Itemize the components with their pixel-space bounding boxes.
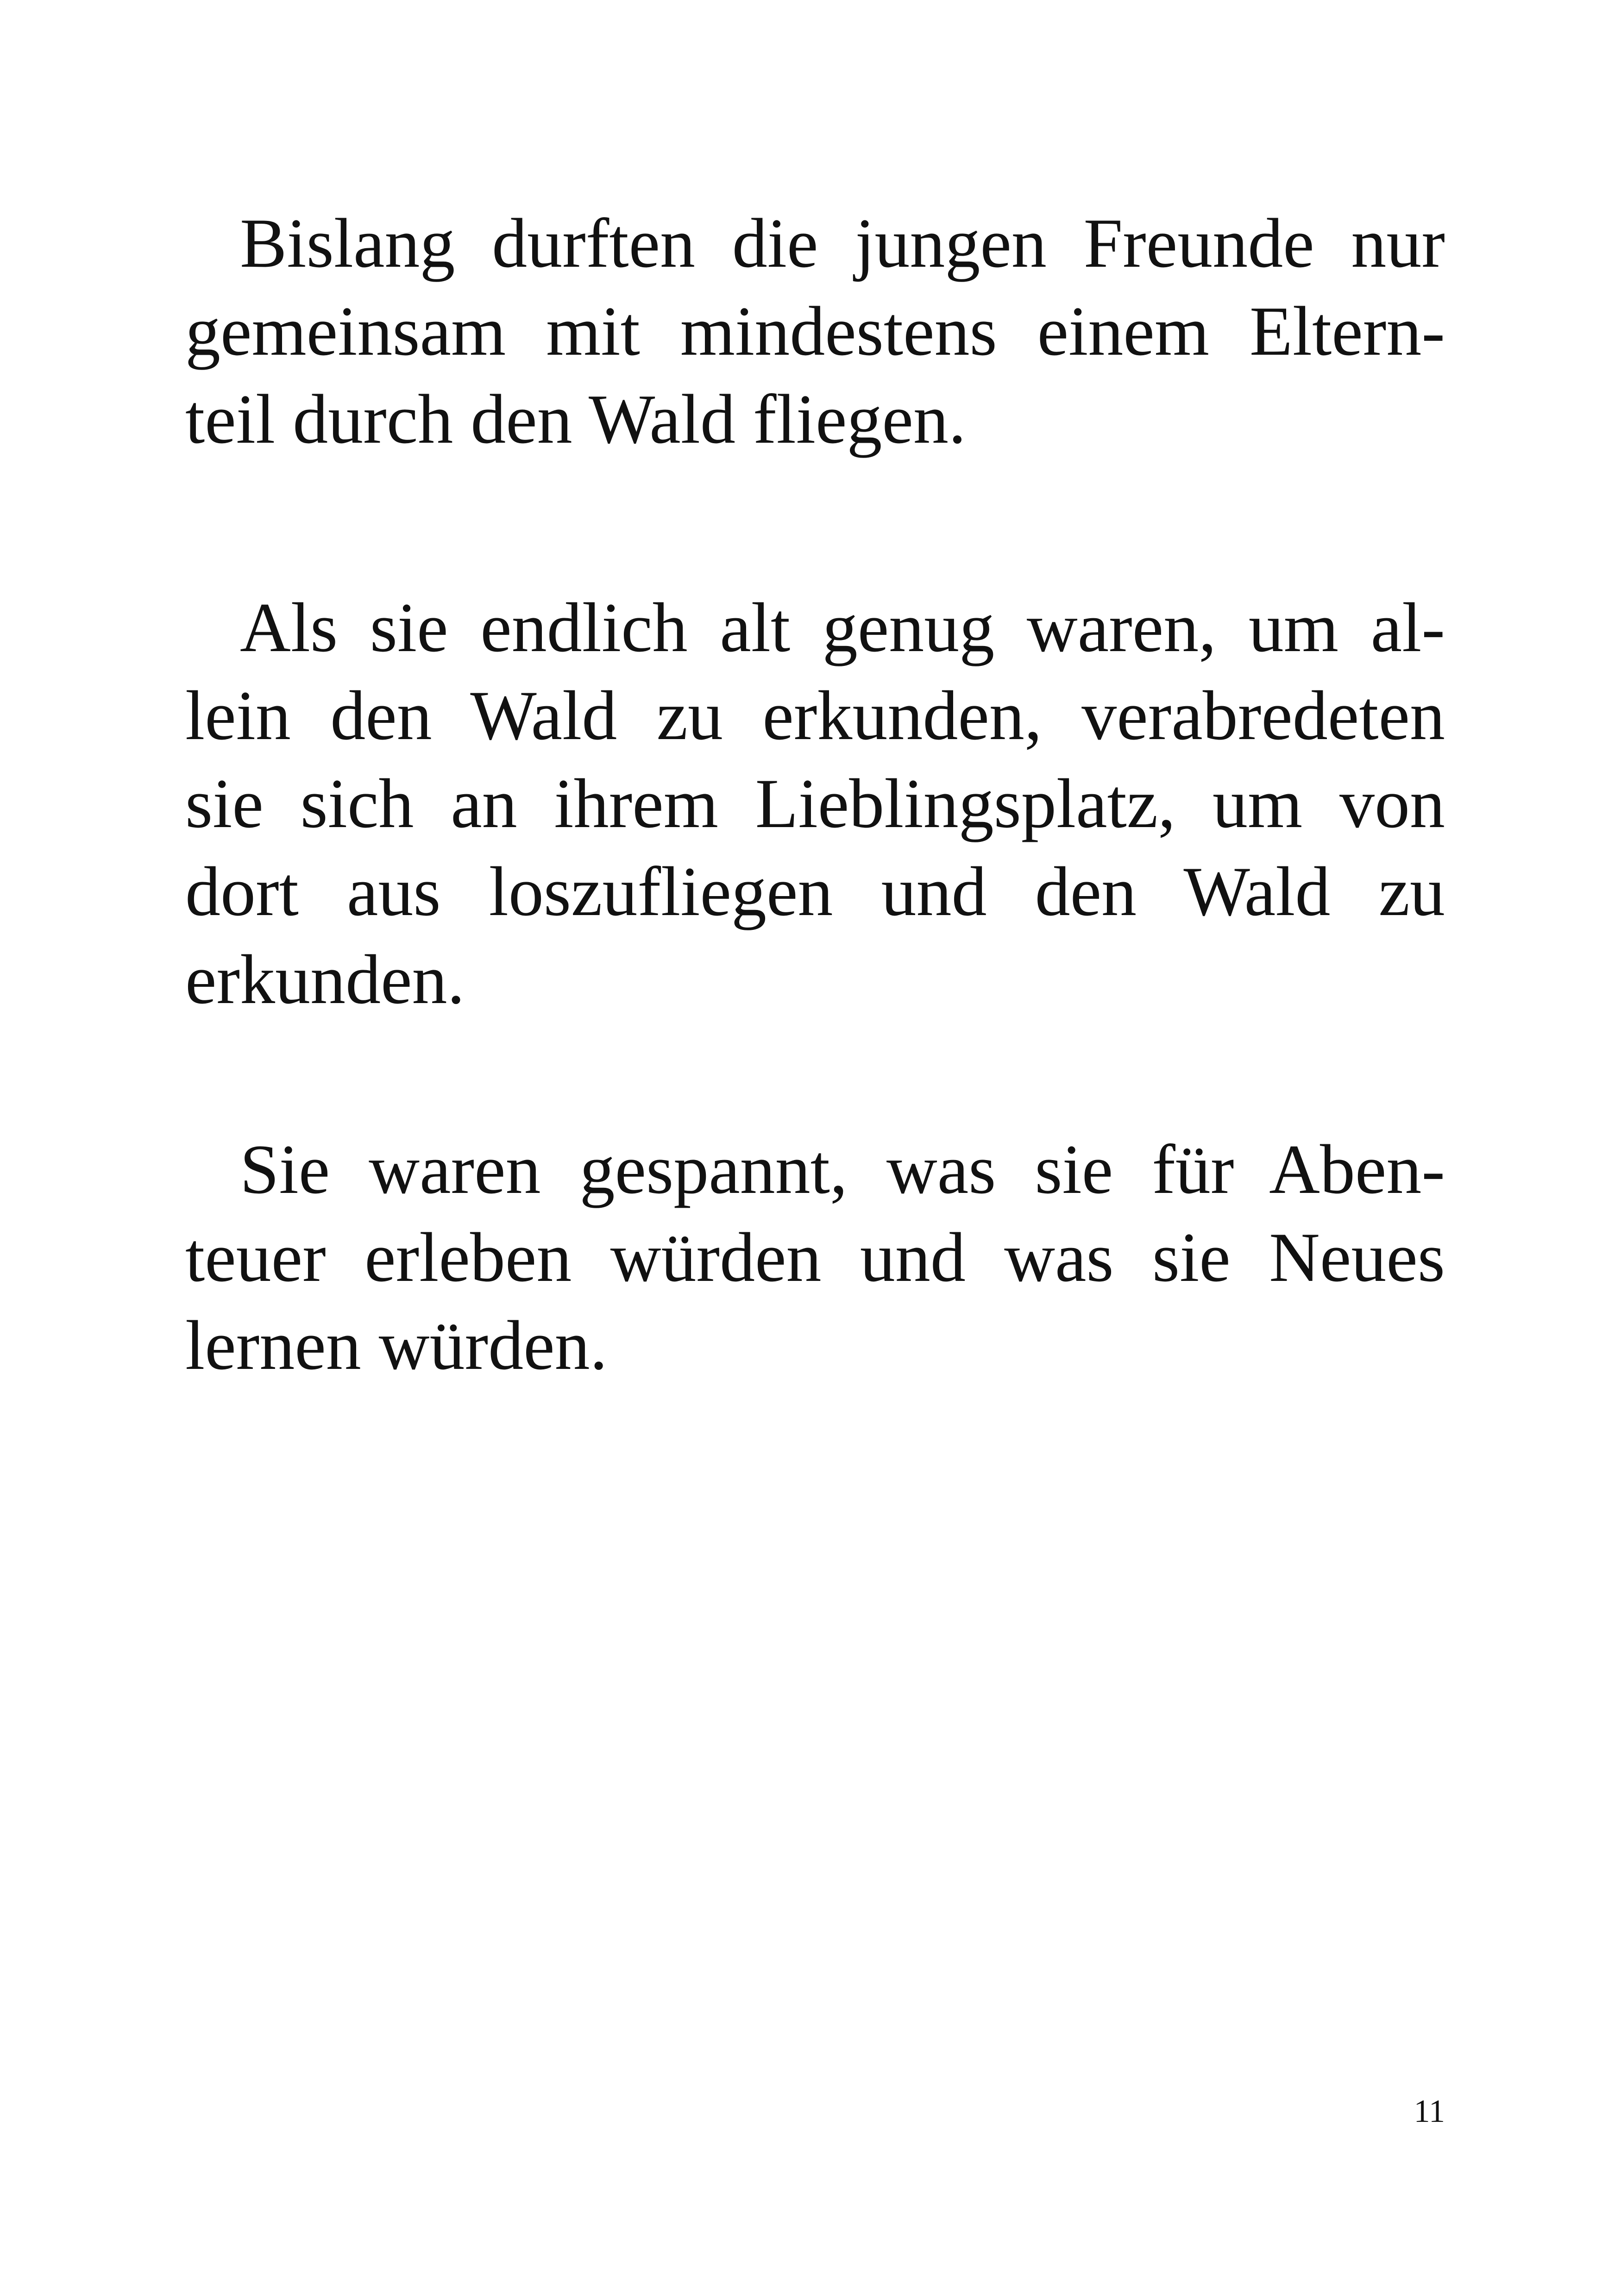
paragraph-line: teuer erleben würden und was sie Neues: [185, 1218, 1445, 1296]
paragraph-line: Sie waren gespannt, was sie für Aben-: [240, 1130, 1445, 1208]
paragraph-line: teil durch den Wald fliegen.: [185, 380, 966, 458]
paragraph-line: erkunden.: [185, 941, 465, 1018]
paragraph-line: gemeinsam mit mindestens einem Eltern-: [185, 292, 1445, 370]
paragraph-line: sie sich an ihrem Lieblingsplatz, um von: [185, 765, 1445, 842]
paragraph-line: Bislang durften die jungen Freunde nur: [240, 204, 1445, 282]
paragraph-line: lernen würden.: [185, 1306, 608, 1384]
paragraph-3: [185, 1125, 1445, 1389]
paragraph-line: Als sie endlich alt genug waren, um al-: [240, 589, 1445, 666]
page-number: 11: [1414, 2094, 1445, 2129]
paragraph-line: lein den Wald zu erkunden, verabredeten: [185, 677, 1445, 754]
paragraph-2: [185, 583, 1445, 1023]
paragraph-1: [185, 199, 1445, 463]
paragraph-line: dort aus loszufliegen und den Wald zu: [185, 853, 1445, 930]
